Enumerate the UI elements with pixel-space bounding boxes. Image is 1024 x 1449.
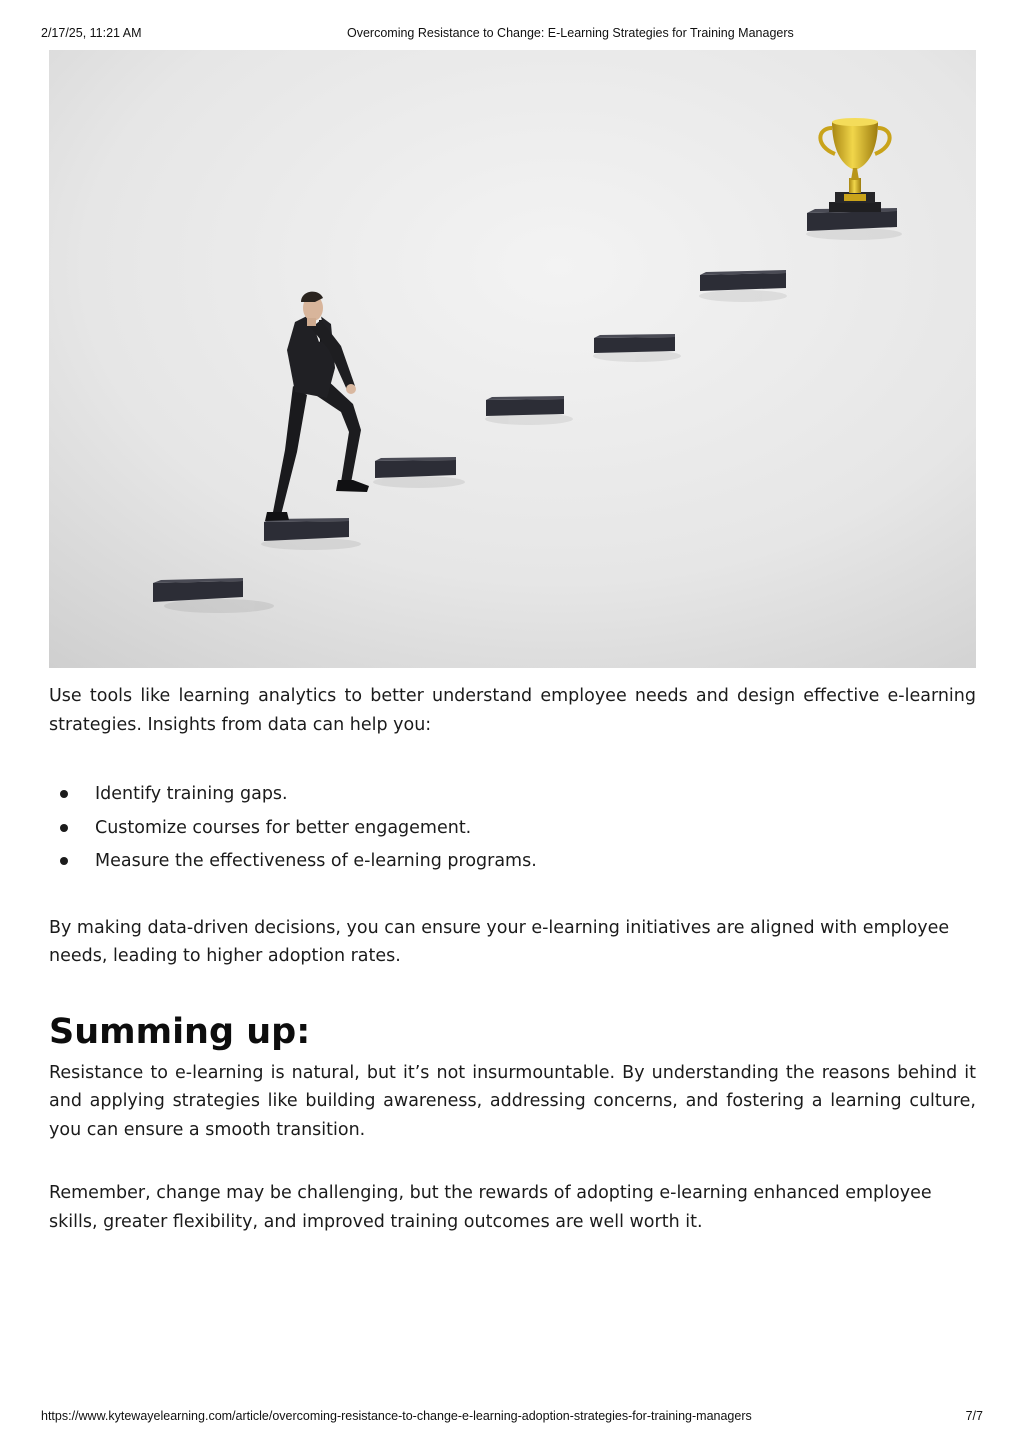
- stairs-to-trophy-illustration: [49, 50, 976, 668]
- step-5: [594, 334, 675, 353]
- closing-paragraph: Remember, change may be challenging, but the rewards of adopting e-learning enhanced employee skills, greater flexibility, and improved training outcomes are well worth it.: [49, 1183, 932, 1232]
- insights-bullet-list: [49, 778, 976, 879]
- print-datetime: 2/17/25, 11:21 AM: [41, 26, 142, 40]
- step-6: [700, 270, 786, 291]
- list-item: [49, 778, 976, 812]
- list-item-text: Customize courses for better engagement.: [95, 817, 472, 838]
- summary-paragraph: Resistance to e-learning is natural, but it’s not insurmountable. By understanding the reasons behind it and applying strategies like building awareness, addressing concerns, and fostering a learning culture, you can ensure a smooth transition.: [49, 1062, 976, 1140]
- article-body: [49, 682, 976, 1236]
- list-item-text: Measure the effectiveness of e-learning programs.: [95, 851, 537, 871]
- step-2: [264, 518, 349, 541]
- hero-image: [49, 50, 976, 668]
- step-3: [375, 457, 456, 478]
- bullet-icon: [60, 790, 68, 798]
- section-heading: Summing up:: [49, 1011, 311, 1052]
- bullet-icon: [60, 824, 68, 832]
- print-footer: [0, 1409, 1024, 1425]
- list-item-text: Identify training gaps.: [95, 784, 288, 804]
- step-4: [486, 396, 564, 416]
- data-driven-paragraph: By making data-driven decisions, you can ensure your e-learning initiatives are aligned with employee needs, leading to higher adoption rates.: [49, 917, 950, 966]
- print-url: https://www.kytewayelearning.com/article/overcoming-resistance-to-change-e-learning-adoption-strategies-for-training-managers: [41, 1409, 752, 1423]
- intro-paragraph: Use tools like learning analytics to better understand employee needs and design effective e-learning strategies. Insights from data can help you:: [49, 686, 976, 735]
- bullet-icon: [60, 857, 68, 865]
- print-header: [0, 26, 1024, 42]
- list-item: [49, 845, 976, 879]
- list-item: [49, 812, 976, 846]
- page-number: 7/7: [965, 1409, 983, 1423]
- print-page-title: Overcoming Resistance to Change: E-Learning Strategies for Training Managers: [347, 26, 794, 40]
